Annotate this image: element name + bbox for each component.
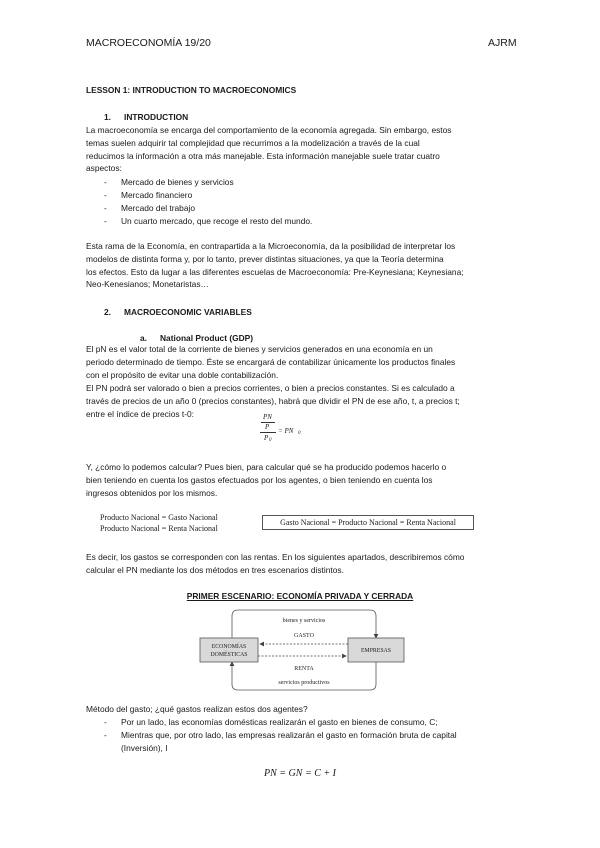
text-line: Es decir, los gastos se corresponden con las rentas. En los siguientes apartados, describiremos cómo — [86, 552, 465, 562]
list-item: - Un cuarto mercado, que recoge el resto del mundo. — [104, 216, 313, 226]
formula-main-bar — [260, 432, 276, 433]
text-line: reducimos la información a otra más manejable. Esta información manejable suele tratar cuatro — [86, 150, 440, 161]
list-item: - Mientras que, por otro lado, las empresas realizarán el gasto en formación bruta de capital — [104, 730, 457, 740]
header-left: MACROECONOMÍA 19/20 — [86, 37, 211, 49]
section2-heading: MACROECONOMIC VARIABLES — [124, 307, 252, 317]
text-line: con el propósito de evitar una doble contabilización. — [86, 369, 279, 380]
households-box — [200, 638, 258, 662]
text-line: través de precios de un año 0 (precios constantes), habrá que dividir el PN de ese año, t, a precios t; — [86, 395, 460, 406]
text-line: El pN es el valor total de la corriente de bienes y servicios generados en una economía en un — [86, 344, 433, 354]
text-line: temas suelen adquirir tal complejidad que recurrimos a la modelización a través de la cual — [86, 137, 420, 148]
text-line: calcular el PN mediante los dos métodos en tres escenarios distintos. — [86, 564, 344, 575]
list-item: - Mercado de bienes y servicios — [104, 177, 234, 187]
section1-paragraph2 — [86, 240, 514, 291]
bottom-flow-label: servicios productivos — [278, 680, 330, 686]
equations-left — [100, 512, 218, 534]
text-line: los efectos. Esto da lugar a las diferentes escuelas de Macroeconomía: Pre-Keynesiana; Keynesiana; — [86, 266, 464, 277]
text-line: Neo-Kenesianos; Monetaristas… — [86, 279, 209, 290]
section2-paragraph3 — [86, 461, 514, 499]
text-line: La macroeconomía se encarga del comportamiento de la economía agregada. Sin embargo, estos — [86, 125, 452, 135]
list-item: - Por un lado, las economías domésticas realizarán el gasto en bienes de consumo, C; — [104, 717, 438, 727]
method-heading: Método del gasto; ¿qué gastos realizan estos dos agentes? — [86, 704, 308, 714]
section1-heading: INTRODUCTION — [124, 112, 189, 122]
text-line: entre el índice de precios t-0: — [86, 408, 195, 419]
formula-num-bottom: P — [265, 423, 270, 431]
equation-line: Producto Nacional = Renta Nacional — [100, 524, 218, 533]
text-line: Y, ¿cómo lo podemos calcular? Pues bien, para calcular qué se ha producido podemos hacerlo o — [86, 462, 447, 472]
section2-paragraph1 — [86, 343, 514, 381]
section2-number: 2. — [104, 307, 111, 317]
scenario-title: PRIMER ESCENARIO: ECONOMÍA PRIVADA Y CERRADA — [186, 591, 414, 601]
households-label-2: DOMÉSTICAS — [210, 652, 248, 658]
gasto-label: GASTO — [294, 633, 314, 639]
equation-box: Gasto Nacional = Producto Nacional = Renta Nacional — [262, 515, 474, 530]
header-right: AJRM — [488, 37, 517, 49]
firms-label: EMPRESAS — [361, 648, 391, 654]
section2-paragraph4 — [86, 551, 514, 577]
text-line: El PN podrá ser valorado o bien a precios corrientes, o bien a precios constantes. Si es calculado a — [86, 383, 455, 393]
renta-label: RENTA — [294, 666, 314, 672]
final-formula: PN = GN = C + I — [264, 768, 336, 779]
text-line: Esta rama de la Economía, en contrapartida a la Microeconomía, da la posibilidad de interpretar los — [86, 241, 456, 251]
list-item-continuation: (Inversión), I — [121, 743, 168, 753]
equation-line: Producto Nacional = Gasto Nacional — [100, 513, 218, 522]
list-item: - Mercado financiero — [104, 190, 193, 200]
list-item: - Mercado del trabajo — [104, 203, 196, 213]
formula-rhs: = PN — [278, 427, 294, 435]
lesson-title: LESSON 1: INTRODUCTION TO MACROECONOMICS — [86, 85, 297, 95]
households-label-1: ECONOMÍAS — [211, 644, 247, 650]
top-flow-label: bienes y servicios — [282, 618, 326, 624]
text-line: bien teniendo en cuenta los gastos efectuados por los agentes, o bien teniendo en cuenta los — [86, 474, 433, 485]
text-line: periodo determinado de tiempo. Éste se encargará de contabilizar únicamente los productos finales — [86, 356, 456, 367]
section1-paragraph1 — [86, 124, 514, 175]
section1-number: 1. — [104, 112, 111, 122]
formula-den-sub: 0 — [269, 438, 272, 443]
deflation-formula — [258, 413, 318, 449]
formula-num-top: PN — [263, 413, 272, 421]
subsection-letter: a. — [140, 333, 147, 343]
formula-den: P — [264, 434, 269, 442]
text-line: ingresos obtenidos por los mismos. — [86, 487, 218, 498]
subsection-heading: National Product (GDP) — [160, 333, 254, 343]
formula-rhs-sub: 0 — [298, 431, 301, 436]
circular-flow-diagram — [180, 604, 420, 696]
text-line: aspectos: — [86, 163, 122, 174]
text-line: modelos de distinta forma y, por lo tanto, prever distintas situaciones, ya que la Teoría determina — [86, 253, 444, 264]
